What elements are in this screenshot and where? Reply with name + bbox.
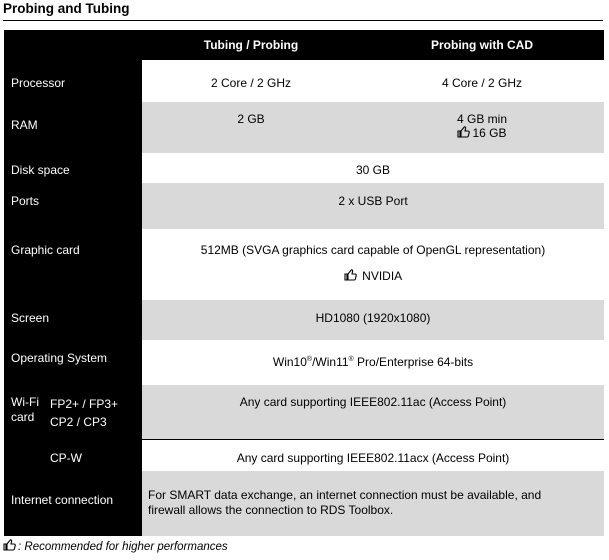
wifi-sub-fp: FP2+ / FP3+ (50, 397, 119, 411)
os-edition: Pro/Enterprise 64-bits (353, 355, 474, 369)
processor-cad-value: 4 Core / 2 GHz (360, 60, 604, 102)
row-label-ram: RAM (4, 102, 142, 153)
disk-value: 30 GB (142, 153, 604, 183)
screen-value: HD1080 (1920x1080) (142, 300, 604, 340)
row-label-os: Operating System (4, 340, 142, 385)
ram-cad-recommended (457, 126, 506, 140)
os-registered-mark: ® (348, 356, 354, 363)
wifi-sub-cp: CP2 / CP3 (50, 415, 107, 429)
table-row-ports (4, 183, 604, 229)
row-label-wifi (4, 385, 50, 471)
table-row-processor (4, 60, 604, 102)
thumbs-up-icon (344, 269, 357, 281)
footnote (3, 539, 228, 553)
ram-cad-recommended-value: 16 GB (472, 126, 507, 140)
requirements-table (4, 30, 604, 536)
table-row-os (4, 340, 604, 385)
ram-cad-min: 4 GB min (456, 112, 507, 126)
os-win11: /Win11 (312, 355, 349, 369)
wifi-sub-cpw: CP-W (50, 451, 82, 465)
row-label-processor: Processor (4, 60, 142, 102)
row-label-internet: Internet connection (4, 471, 142, 536)
os-win10: Win10 (272, 355, 307, 369)
os-registered-mark: ® (306, 356, 313, 363)
row-label-screen: Screen (4, 300, 142, 340)
graphic-requirement: 512MB (SVGA graphics card capable of OpenGL representation) (200, 243, 546, 257)
table-row-ram (4, 102, 604, 153)
wifi-value-cpw: Any card supporting IEEE802.11acx (Access Point) (142, 440, 604, 471)
wifi-label-line1: Wi-Fi (11, 395, 39, 409)
thumbs-up-icon (3, 539, 16, 551)
processor-tubing-value: 2 Core / 2 GHz (142, 60, 360, 102)
internet-line1: For SMART data exchange, an internet connection must be available, and (148, 488, 542, 502)
title-divider (3, 20, 603, 21)
thumbs-up-icon (457, 126, 470, 138)
table-row-screen (4, 300, 604, 340)
row-label-ports: Ports (4, 183, 142, 229)
page-title: Probing and Tubing (3, 1, 130, 16)
graphic-recommended (344, 269, 402, 283)
row-label-disk: Disk space (4, 153, 142, 183)
header-tubing-probing: Tubing / Probing (203, 38, 299, 52)
footnote-text: : Recommended for higher performances (18, 541, 228, 553)
ports-value: 2 x USB Port (142, 183, 604, 229)
wifi-sub-label-fp (50, 395, 142, 431)
ram-tubing-value: 2 GB (142, 102, 360, 153)
internet-value (142, 471, 604, 536)
graphic-cell (142, 229, 604, 300)
internet-line2: firewall allows the connection to RDS Toolbox. (148, 503, 394, 517)
ram-cad-cell (360, 102, 604, 153)
table-row-internet (4, 471, 604, 536)
wifi-label-line2: card (11, 410, 35, 424)
os-value (142, 340, 604, 385)
header-probing-cad: Probing with CAD (431, 38, 533, 52)
wifi-value-fp-cp: Any card supporting IEEE802.11ac (Access Point) (142, 385, 604, 439)
graphic-recommended-value: NVIDIA (362, 269, 403, 283)
table-row-disk (4, 153, 604, 183)
table-row-wifi (4, 385, 604, 471)
row-label-graphic: Graphic card (4, 229, 142, 300)
table-row-graphic (4, 229, 604, 300)
